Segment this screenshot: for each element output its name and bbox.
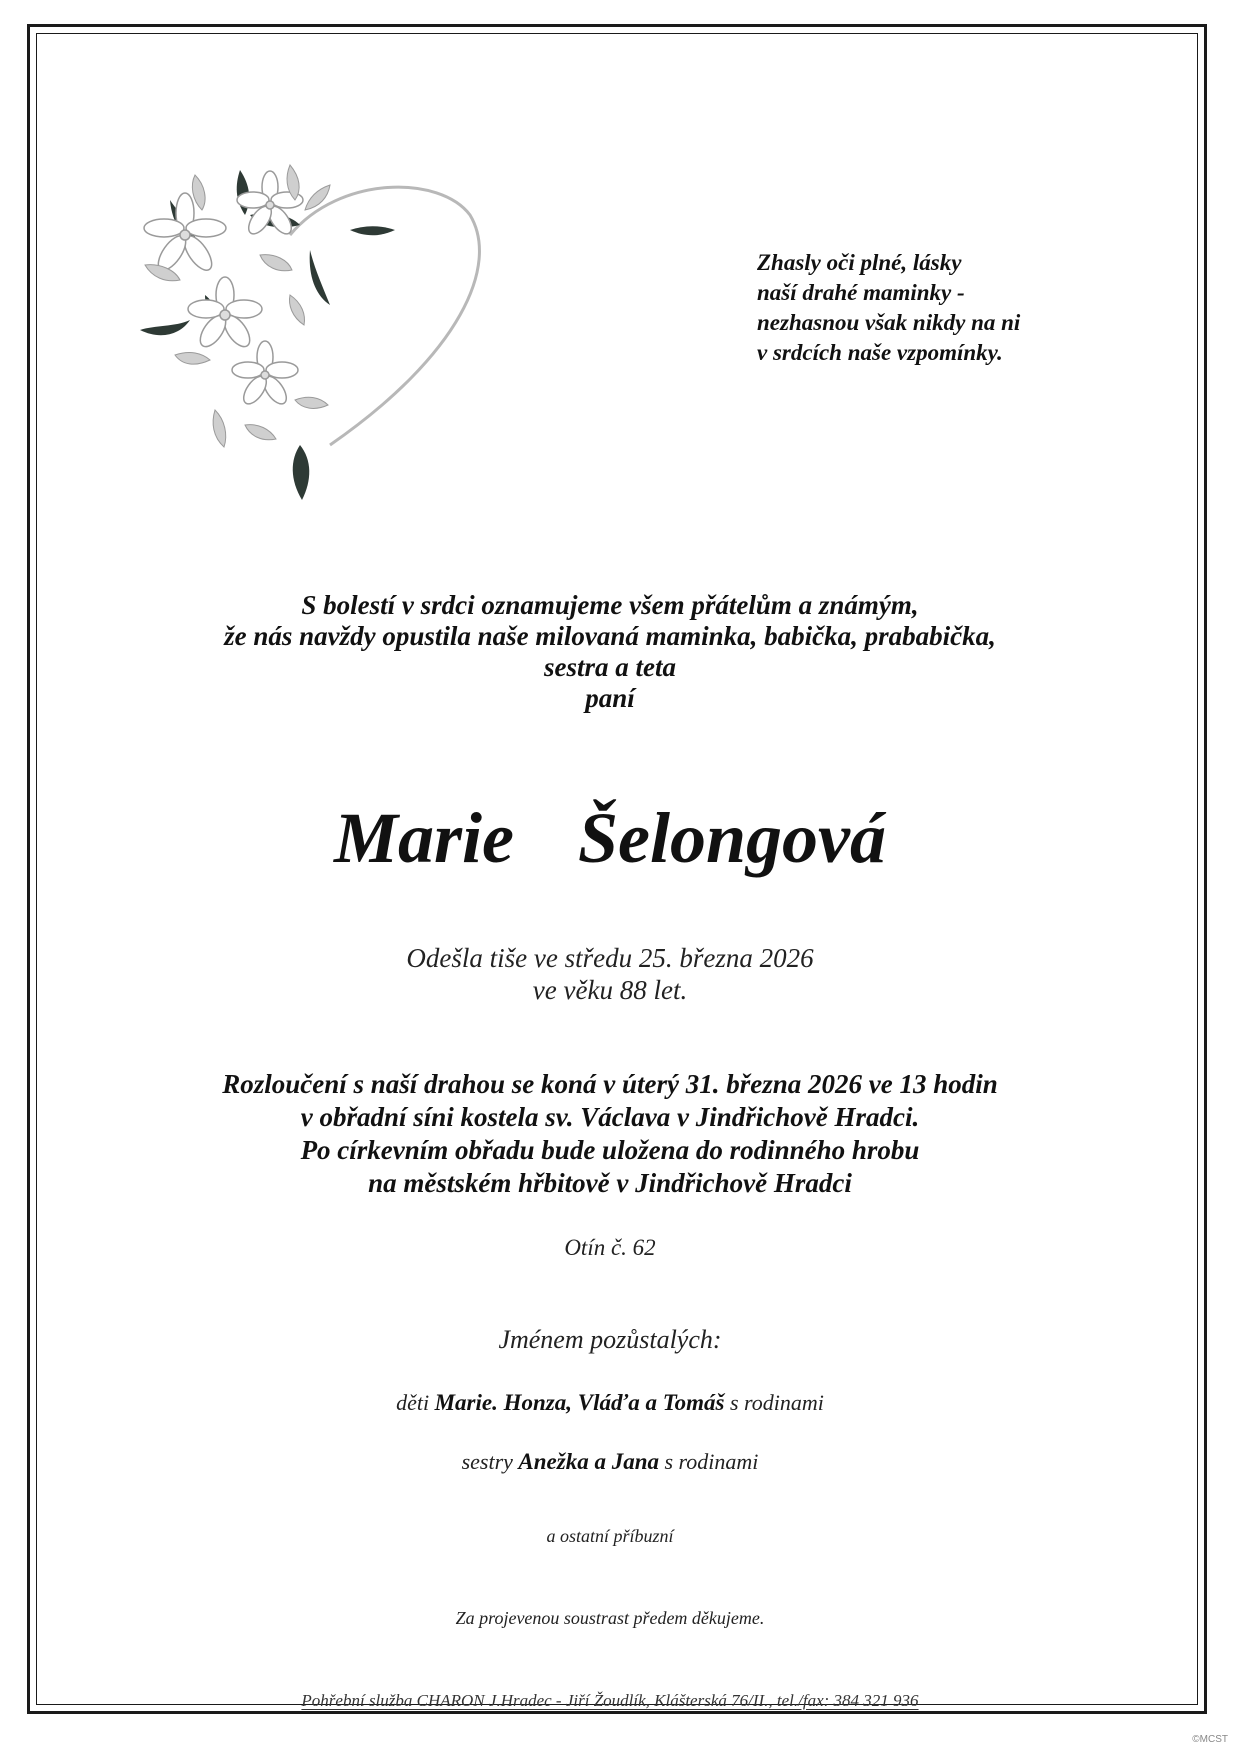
announcement-line: paní <box>585 683 635 713</box>
memorial-verse <box>757 248 1087 368</box>
children-suffix: s rodinami <box>729 1390 824 1415</box>
passing-date: Odešla tiše ve středu 25. března 2026 <box>406 943 814 973</box>
announcement <box>60 590 1160 714</box>
announcement-line: S bolestí v srdci oznamujeme všem přátelům a známým, <box>301 590 919 620</box>
sisters-names: Anežka a Jana <box>518 1449 659 1474</box>
watermark: ©MCST <box>1192 1734 1228 1745</box>
sisters-line <box>60 1448 1160 1476</box>
farewell-line: na městském hřbitově v Jindřichově Hradci <box>368 1168 852 1198</box>
farewell-line: Po církevním obřadu bude uložena do rodinného hrobu <box>300 1135 920 1165</box>
heart-flowers-icon <box>140 155 500 510</box>
children-prefix: děti <box>396 1390 430 1415</box>
funeral-service-footer: Pohřební služba CHARON J.Hradec - Jiří Žoudlík, Klášterská 76/II., tel./fax: 384 321 936 <box>301 1691 919 1710</box>
sisters-suffix: s rodinami <box>664 1449 759 1474</box>
passing-age: ve věku 88 let. <box>532 975 688 1005</box>
other-relatives: a ostatní příbuzní <box>546 1526 674 1546</box>
sisters-prefix: sestry <box>461 1449 513 1474</box>
announcement-line: sestra a teta <box>544 652 676 682</box>
on-behalf-heading: Jménem pozůstalých: <box>498 1325 722 1354</box>
address: Otín č. 62 <box>564 1235 656 1260</box>
verse-line: naší drahé maminky - <box>757 280 965 305</box>
announcement-line: že nás navždy opustila naše milovaná maminka, babička, prababička, <box>224 621 996 651</box>
verse-line: v srdcích naše vzpomínky. <box>757 340 1003 365</box>
farewell-line: Rozloučení s naší drahou se koná v úterý 31. března 2026 ve 13 hodin <box>222 1069 998 1099</box>
thanks-line: Za projevenou soustrast předem děkujeme. <box>455 1608 765 1628</box>
verse-line: nezhasnou však nikdy na ni <box>757 310 1021 335</box>
passing-info <box>60 942 1160 1006</box>
children-line <box>60 1389 1160 1417</box>
children-names: Marie. Honza, Vláďa a Tomáš <box>434 1390 725 1415</box>
deceased-name: Marie Šelongová <box>333 798 886 878</box>
farewell-line: v obřadní síni kostela sv. Václava v Jindřichově Hradci. <box>300 1102 920 1132</box>
verse-line: Zhasly oči plné, lásky <box>757 250 962 275</box>
farewell-info <box>60 1068 1160 1200</box>
